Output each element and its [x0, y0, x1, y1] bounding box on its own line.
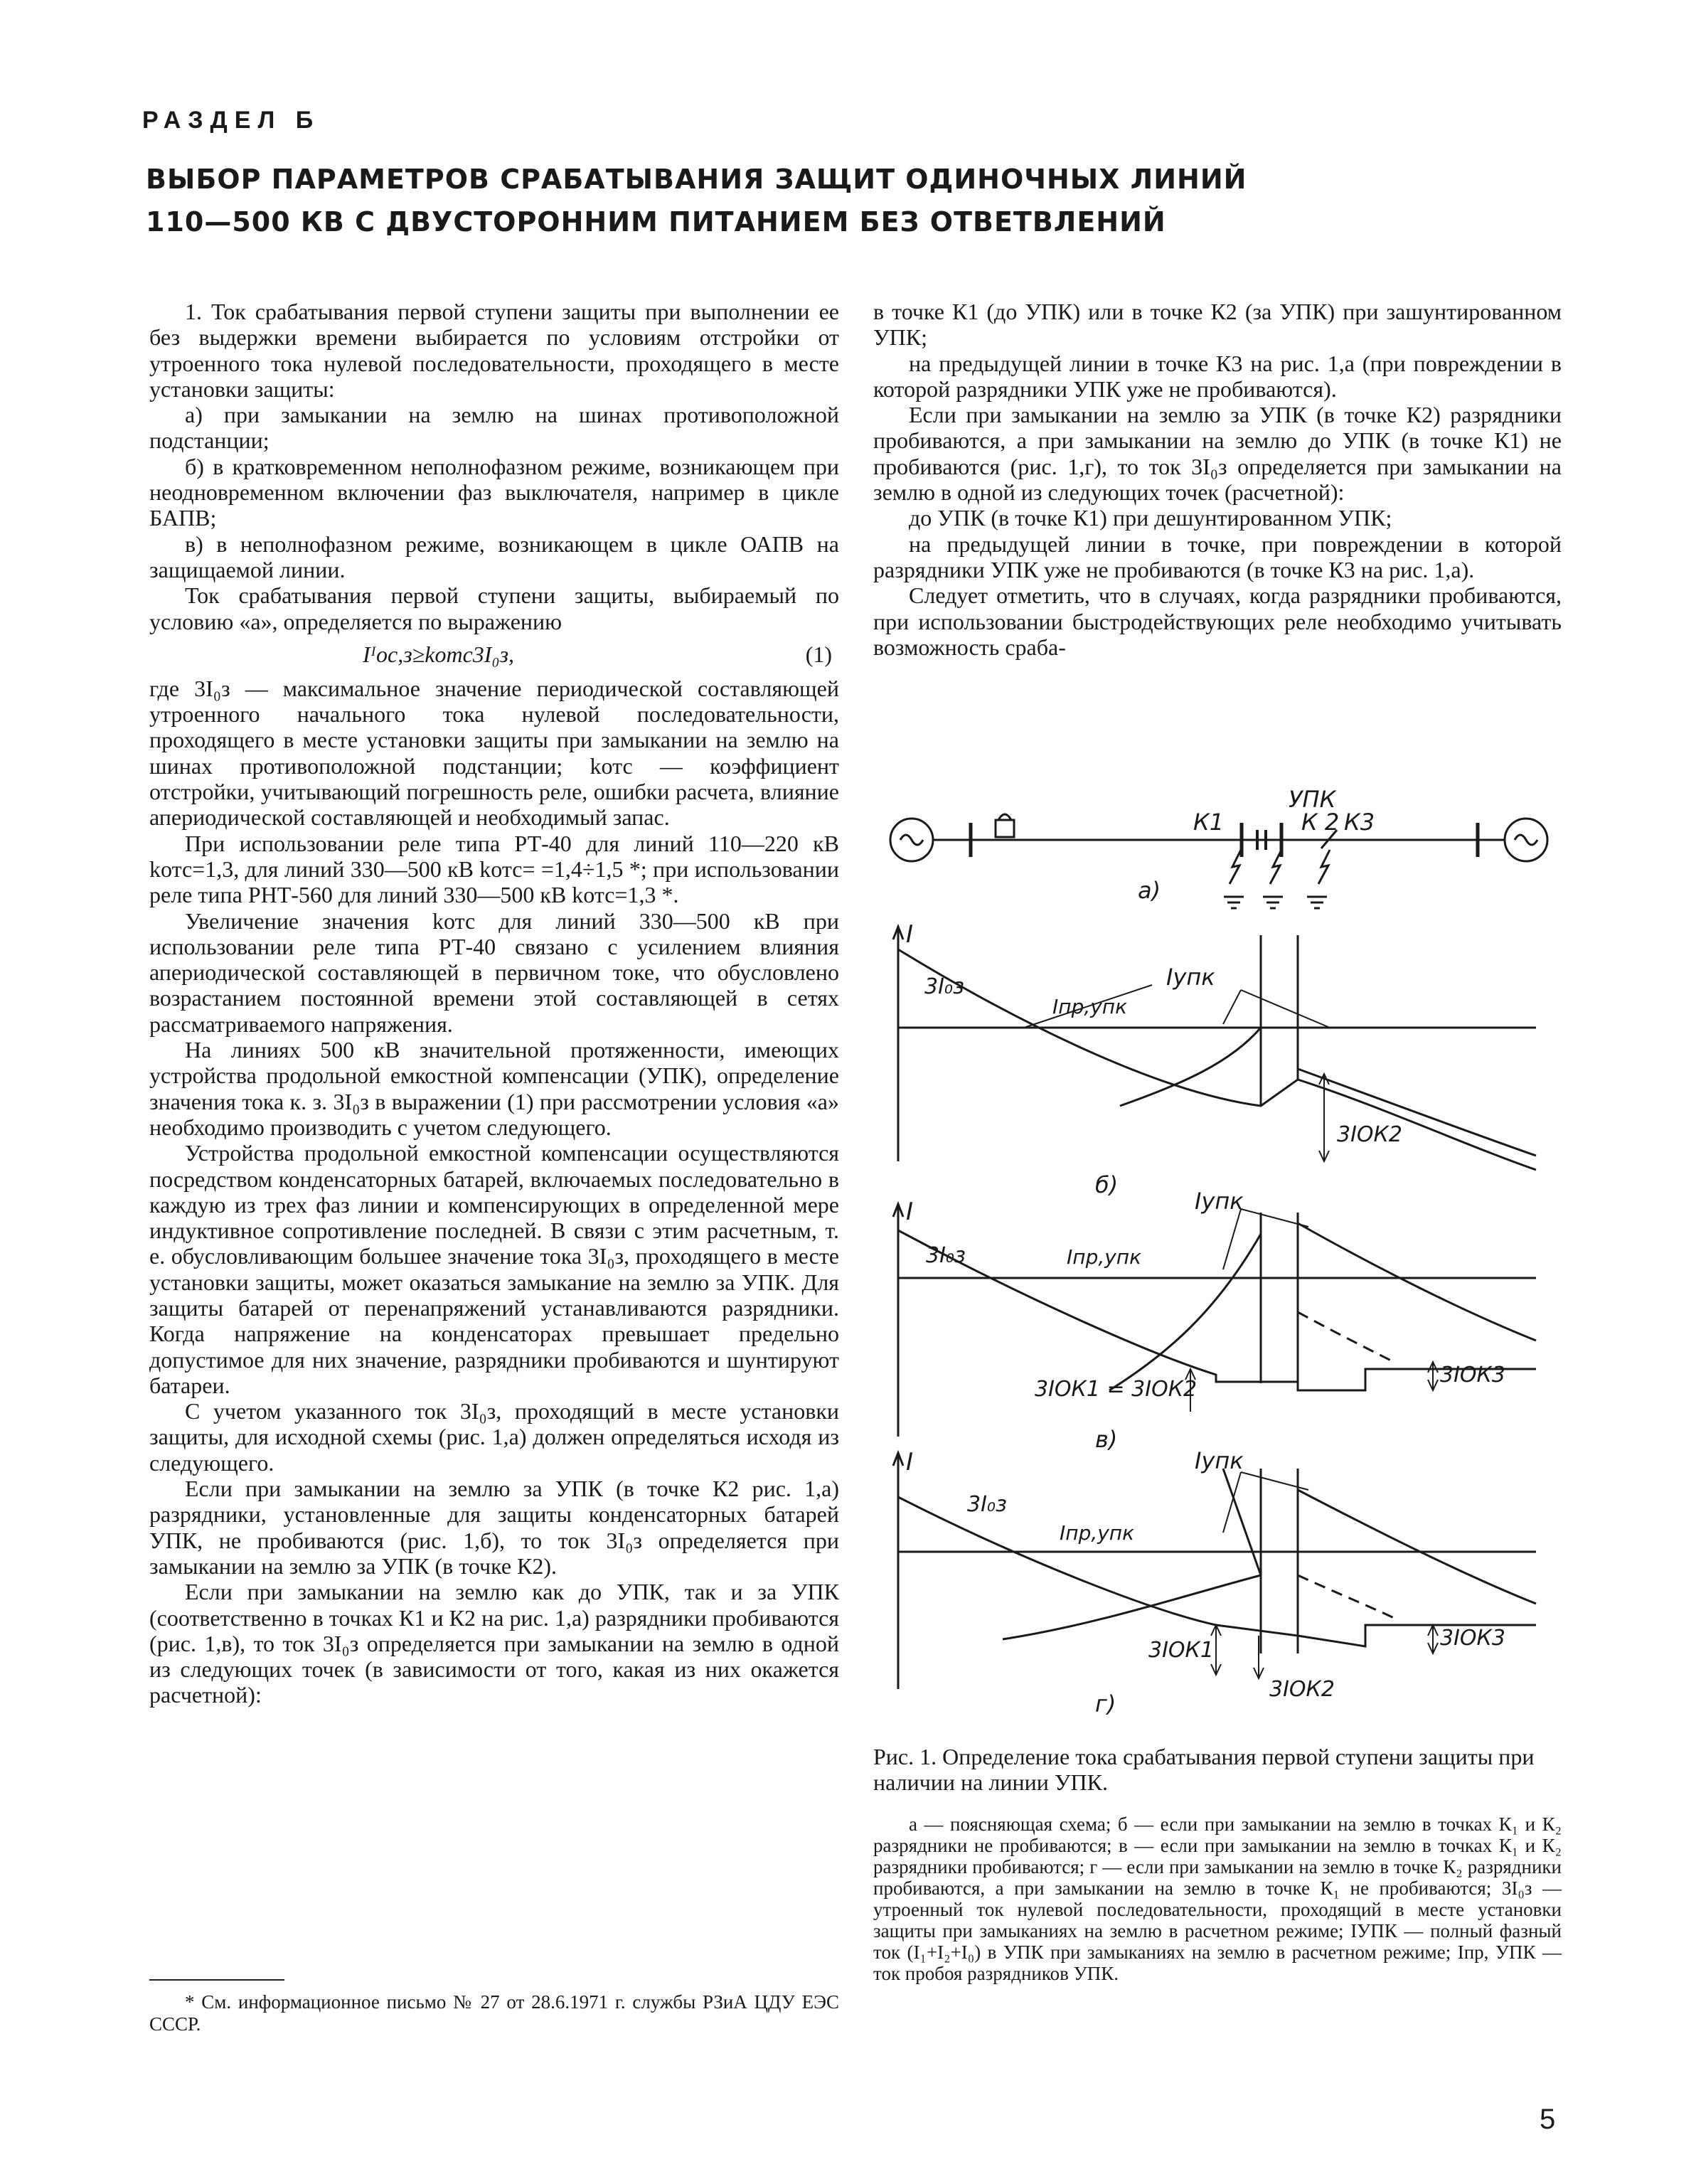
curve-dashed-g: [1298, 1575, 1394, 1618]
paragraph: Увеличение значения kотс для линий 330—500 кВ при использовании реле типа РТ-40 связано с усилением влияния апериодической составляющей в первичном токе, что обусловлено возрастанием постоянной времени этой составляющей в сетях рассматриваемого напряжения.: [149, 907, 839, 1037]
label-i-g: I: [906, 1448, 914, 1476]
caption-title: Рис. 1. Определение тока срабатывания первой ступени защиты при наличии на линии УПК.: [873, 1744, 1535, 1795]
leader-iupk-v: [1223, 1209, 1308, 1269]
paragraph: где 3I₀з — максимальное значение периодической составляющей утроенного начального тока нулевой последовательности, проходящего в месте установки защиты при замыкании на землю на шинах противоположной подстанции; kотс — коэффициент отстройки, учитывающий погрешность реле, ошибки расчета, влияние апериодической составляющей и необходимый запас.: [149, 675, 839, 831]
paragraph: на предыдущей линии в точке, при повреждении в которой разрядники УПК уже не пробиваются (в точке К3 на рис. 1,а).: [873, 531, 1562, 582]
label-iok1-g: 3IОК1: [1148, 1638, 1214, 1663]
label-ipr-v: Iпр,упк: [1067, 1245, 1142, 1269]
label-a: а): [1138, 877, 1161, 904]
label-b: б): [1095, 1171, 1119, 1198]
label-k1: К1: [1193, 809, 1225, 836]
paragraph: Следует отметить, что в случаях, когда разрядники пробиваются, при использовании быстродействующих реле необходимо учитывать возможность сраба-: [873, 582, 1562, 660]
label-iok3-v: 3IОК3: [1440, 1363, 1505, 1387]
footnote: [149, 1991, 839, 2035]
paragraph: Если при замыкании на землю за УПК (в точке К2) разрядники пробиваются, а при замыкании на землю до УПК (в точке К1) не пробиваются (рис. 1,г), то ток 3I₀з определяется при замыкании на землю в одной из следующих точек (расчетной):: [873, 402, 1562, 506]
formula-expression: Iᴵос,з≥kотс3I₀з,: [363, 641, 515, 667]
plot-g: [893, 1447, 1536, 1717]
sine-left-icon: [900, 835, 923, 845]
paragraph: в точке К1 (до УПК) или в точке К2 (за УПК) при зашунтированном УПК;: [873, 299, 1562, 351]
fault-k2-icon: [1263, 850, 1283, 908]
scheme-a: [890, 786, 1547, 908]
label-iok1-eq-v: 3IОК1 = 3IОК2: [1035, 1377, 1198, 1402]
label-iupk-g: Iупк: [1195, 1447, 1244, 1474]
dim-arrow-g2: [1254, 1636, 1264, 1678]
paragraph: Если при замыкании на землю как до УПК, так и за УПК (соответственно в точках К1 и К2 на рис. 1,а) разрядники пробиваются (рис. 1,в), то ток 3I₀з определяется при замыкании на землю в одной из следующих точек (в зависимости от того, какая из них окажется расчетной):: [149, 1579, 839, 1708]
caption-legend: а — поясняющая схема; б — если при замыкании на землю в точках К₁ и К₂ разрядники не пробиваются; в — если при замыкании на землю в точках К₁ и К₂ разрядники пробиваются; г — если при замыкании на землю в точке К₂ разрядники пробиваются, а при замыкании на землю в точке К₁ не пробиваются; 3I₀з — утроенный ток нулевой последовательности, проходящий в месте установки защиты при замыканиях на землю в расчетном режиме; IУПК — полный фазный ток (I₁+I₂+I₀) в УПК при замыканиях на землю в расчетном режиме; Iпр, УПК — ток пробоя разрядников УПК.: [873, 1813, 1562, 1984]
list-item: б) в кратковременном неполнофазном режиме, возникающем при неодновременном включении фаз выключателя, например в цикле БАПВ;: [149, 453, 839, 531]
label-k3: К3: [1344, 809, 1375, 836]
figure-caption: [873, 1744, 1562, 1795]
paragraph: Устройства продольной емкостной компенсации осуществляются посредством конденсаторных батарей, включаемых последовательно в каждую из трех фаз линии и компенсирующих в определенной мере индуктивное сопротивление последней. В связи с этим расчетным, т. е. обусловливающим большее значение тока 3I₀з, проходящего в месте установки защиты, может оказаться замыкание на землю за УПК. Для защиты батарей от перенапряжений устанавливаются разрядники. Когда напряжение на конденсаторах превышает предельно допустимое для них значение, разрядники пробиваются и шунтируют батареи.: [149, 1140, 839, 1398]
label-i-b: I: [906, 920, 914, 949]
list-item: а) при замыкании на землю на шинах противоположной подстанции;: [149, 402, 839, 454]
dim-arrow-g3: [1428, 1625, 1438, 1653]
label-iok2-g: 3IОК2: [1269, 1677, 1335, 1702]
footnote-text: * См. информационное письмо № 27 от 28.6.1971 г. службы РЗиА ЦДУ ЕЭС СССР.: [149, 1991, 839, 2035]
page-number: 5: [1540, 2104, 1556, 2135]
paragraph: 1. Ток срабатывания первой ступени защиты при выполнении ее без выдержки времени выбирается по условиям отстройки от утроенного тока нулевой последовательности, проходящего в месте установки защиты:: [149, 299, 839, 402]
curve-iupk-right-v: [1298, 1223, 1536, 1341]
paragraph: Ток срабатывания первой ступени защиты, выбираемый по условию «а», определяется по выражению: [149, 582, 839, 634]
figure-legend: [873, 1813, 1562, 1984]
paragraph: до УПК (в точке К1) при дешунтированном УПК;: [909, 505, 1392, 531]
label-iupk-b: Iупк: [1166, 964, 1215, 991]
label-upk: УПК: [1289, 786, 1336, 813]
curve-iupk-upper-g: [1223, 1469, 1261, 1575]
curve-iupk-right-g: [1298, 1490, 1536, 1604]
fault-k3-icon: [1307, 850, 1330, 908]
curve-3i0-g: [898, 1497, 1536, 1646]
label-iok2-b: 3IОК2: [1337, 1122, 1402, 1147]
page-title: [146, 158, 1355, 243]
figure-1: [882, 772, 1564, 1739]
title-line-2: 110—500 КВ С ДВУСТОРОННИМ ПИТАНИЕМ БЕЗ ОТВЕТВЛЕНИЙ: [146, 206, 1166, 238]
curve-dashed-v: [1298, 1312, 1394, 1362]
label-3i0-v: 3I₀з: [926, 1243, 966, 1268]
paragraph: С учетом указанного ток 3I₀з, проходящий в месте установки защиты, для исходной схемы (рис. 1,а) должен определяться исходя из следующего.: [149, 1398, 839, 1476]
right-column: [873, 299, 1562, 660]
sine-right-icon: [1515, 835, 1537, 845]
label-3i0-b: 3I₀з: [924, 974, 964, 999]
plot-v: [893, 1188, 1536, 1453]
leader-iupk-b: [1223, 990, 1330, 1028]
curve-iupk-right-b: [1298, 1069, 1536, 1156]
left-column: [149, 299, 839, 1708]
label-g: г): [1095, 1690, 1116, 1717]
curve-iupk-left-g: [1003, 1575, 1261, 1639]
dim-arrow-v2: [1428, 1362, 1438, 1390]
title-line-1: ВЫБОР ПАРАМЕТРОВ СРАБАТЫВАНИЯ ЗАЩИТ ОДИНОЧНЫХ ЛИНИЙ: [146, 164, 1247, 195]
label-ipr-b: Iпр,упк: [1052, 995, 1128, 1018]
breaker-icon: [996, 814, 1014, 837]
paragraph: Если при замыкании на землю за УПК (в точке К2 рис. 1,а) разрядники, установленные для защиты конденсаторных батарей УПК, не пробиваются (рис. 1,б), то ток 3I₀з определяется при замыкании на землю за УПК (в точке К2).: [149, 1476, 839, 1579]
curve-iupk-left-b: [1120, 1028, 1261, 1106]
plot-b: [893, 920, 1536, 1198]
paragraph: на предыдущей линии в точке К3 на рис. 1,а (при повреждении в которой разрядники УПК уже не пробиваются).: [873, 350, 1562, 402]
label-iupk-v: Iупк: [1195, 1188, 1244, 1215]
paragraph: При использовании реле типа РТ-40 для линий 110—220 кВ kотс=1,3, для линий 330—500 кВ kотс= =1,4÷1,5 *; при использовании реле типа РНТ-560 для линий 330—500 кВ kотс=1,3 *.: [149, 830, 839, 908]
fault-k1-icon: [1224, 850, 1244, 908]
label-ipr-g: Iпр,упк: [1060, 1521, 1135, 1545]
paragraph: На линиях 500 кВ значительной протяженности, имеющих устройства продольной емкостной компенсации (УПК), определение значения тока к. з. 3I₀з в выражении (1) при рассмотрении условия «а» необходимо производить с учетом следующего.: [149, 1037, 839, 1140]
label-i-v: I: [906, 1198, 914, 1226]
curve-3i0-b: [898, 949, 1536, 1170]
label-3i0-g: 3I₀з: [967, 1492, 1007, 1517]
footnote-rule: [149, 1979, 284, 1981]
list-item: в) в неполнофазном режиме, возникающем в цикле ОАПВ на защищаемой линии.: [149, 531, 839, 582]
formula-number: (1): [805, 641, 832, 667]
label-iok3-g: 3IОК3: [1440, 1626, 1505, 1651]
label-k2: К 2: [1301, 809, 1340, 836]
label-v: в): [1095, 1426, 1118, 1453]
formula-1: [149, 641, 839, 670]
section-label: РАЗДЕЛ Б: [142, 107, 321, 134]
